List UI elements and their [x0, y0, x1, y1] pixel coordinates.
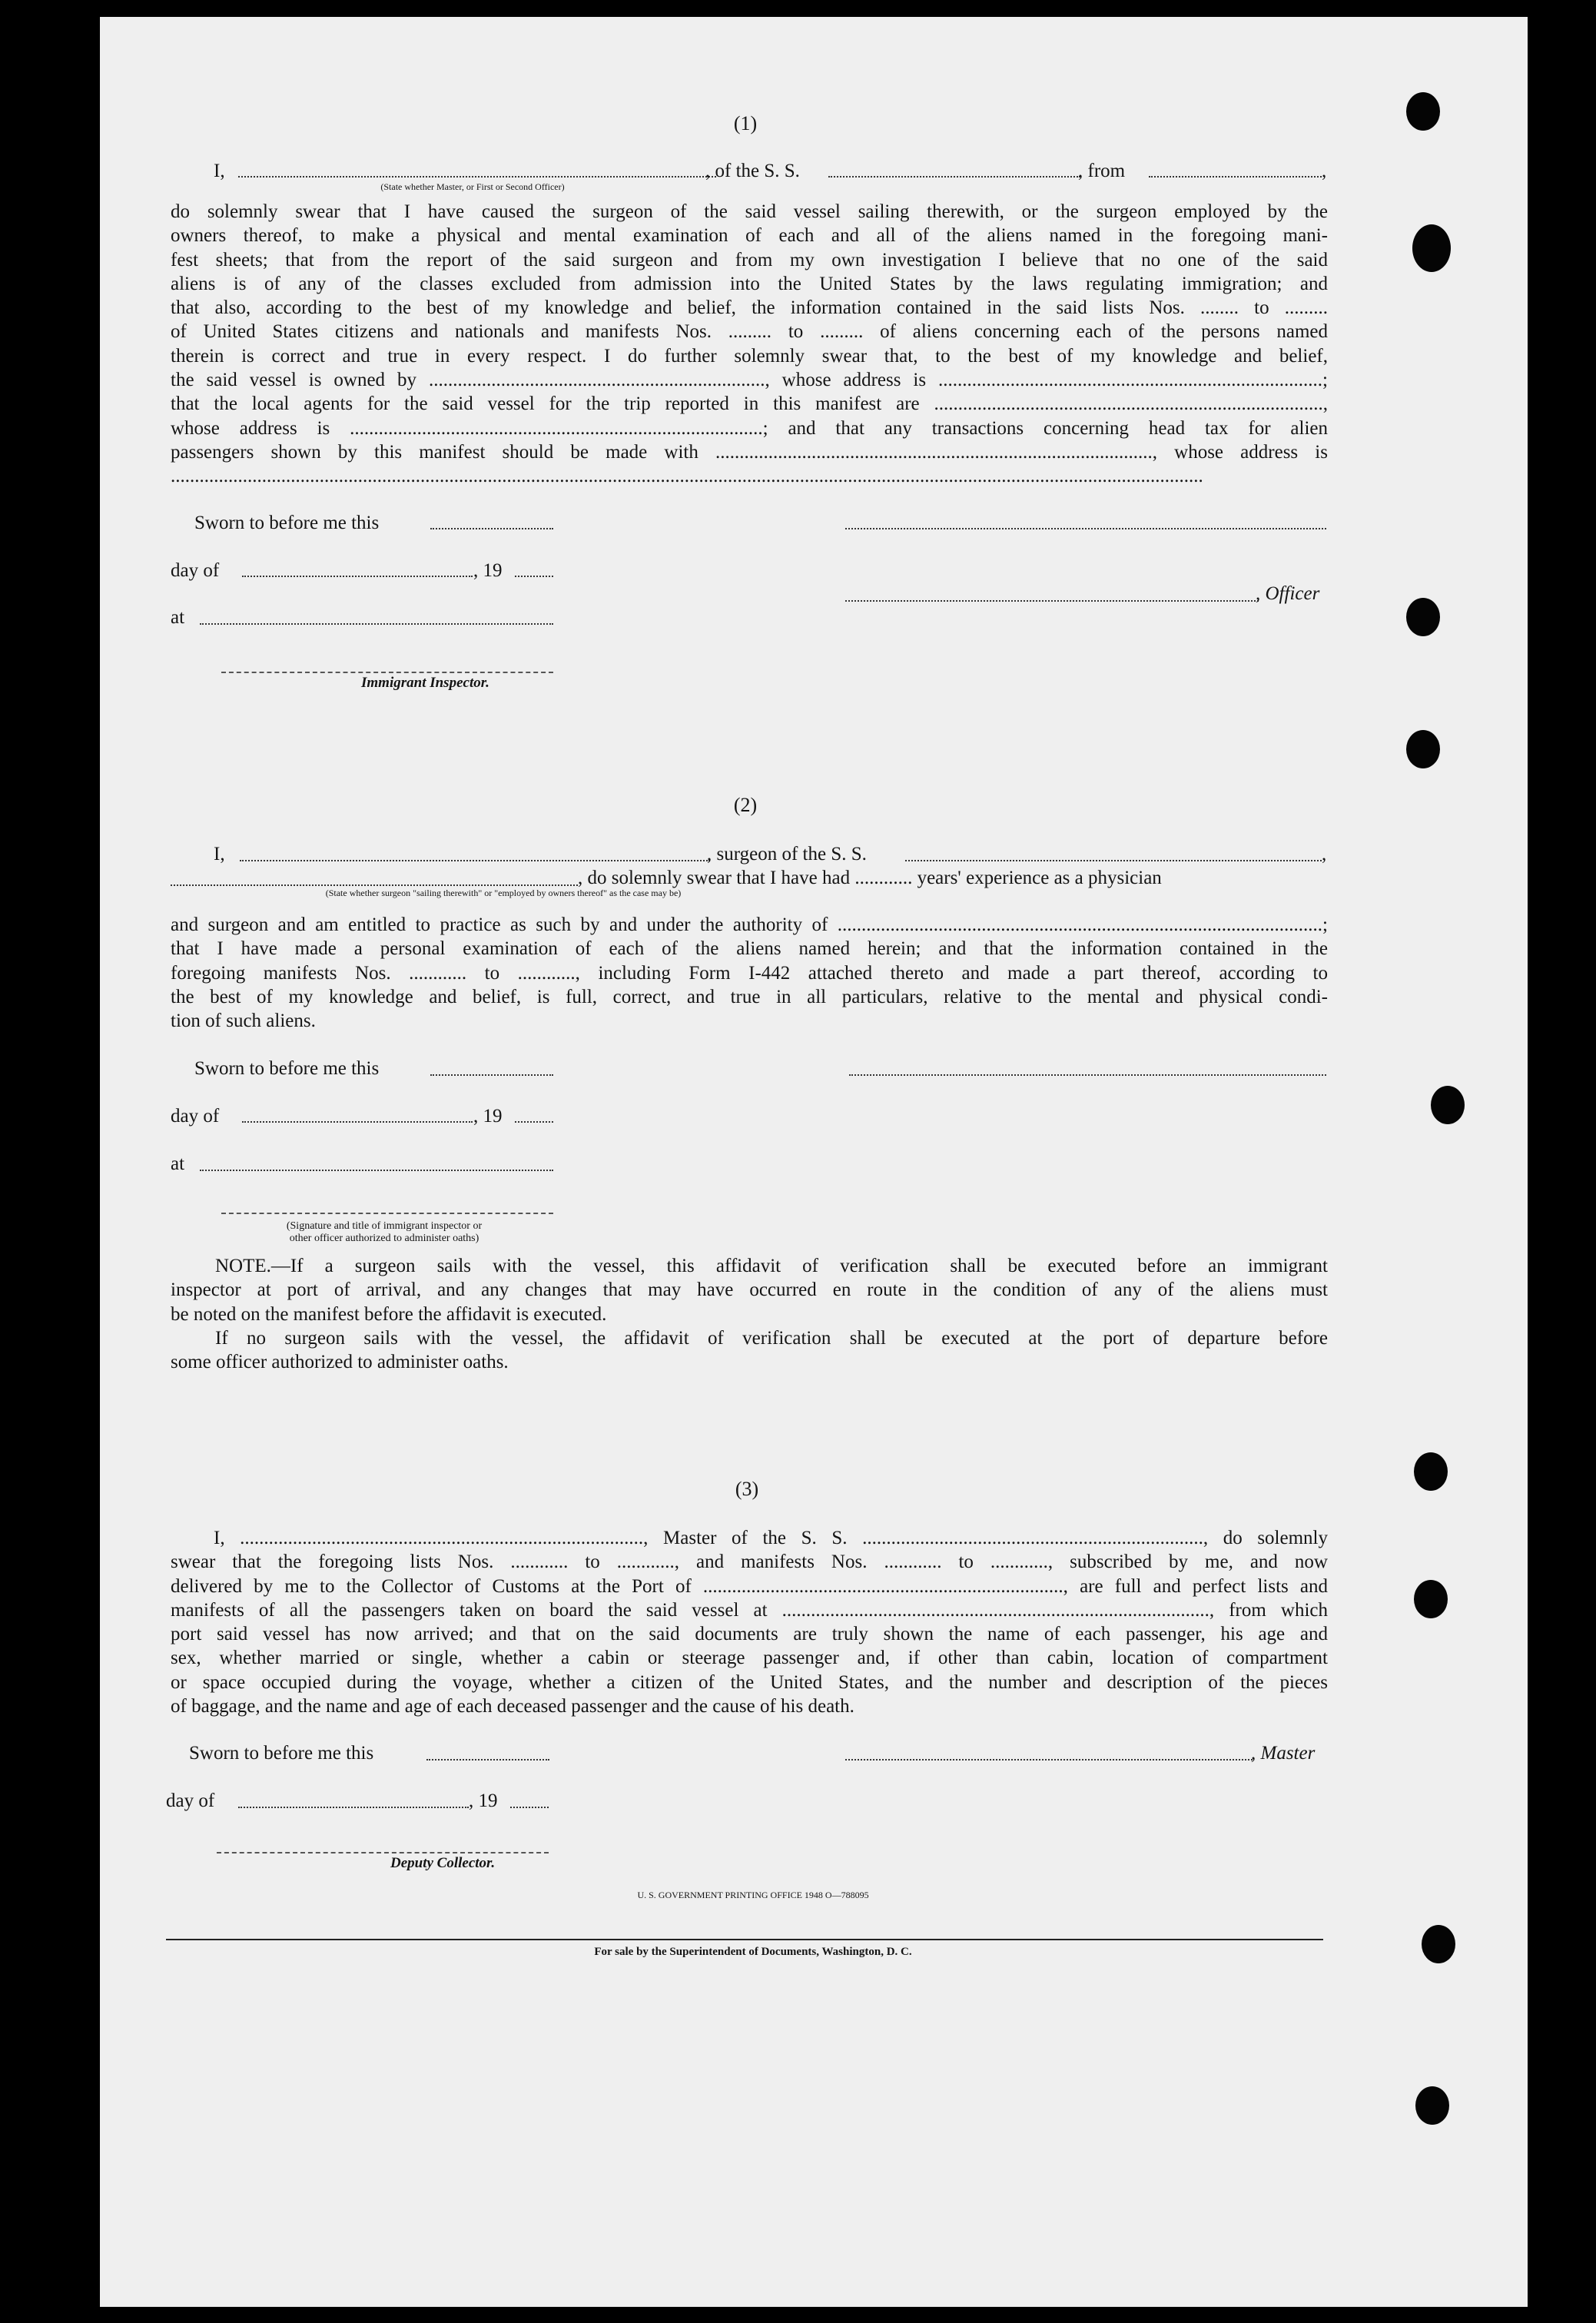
s3-master-label: , Master [1251, 1743, 1316, 1764]
s3-day-label: day of [166, 1790, 215, 1811]
s3-body-line: I, ...................................................................................., Master of the S. S. ......................................................................., do solemnly [214, 1528, 1328, 1548]
s2-day-label: day of [171, 1106, 220, 1127]
section-3-body [171, 1526, 1328, 1718]
punch-hole-2 [1412, 224, 1451, 272]
s3-body-line: manifests of all the passengers taken on board the said vessel at ........................................................................................., from which [171, 1599, 1328, 1621]
s2-sworn-label: Sworn to before me this [194, 1058, 380, 1079]
s2-sig-note-1: (Signature and title of immigrant inspector or [286, 1220, 483, 1232]
section-2-body [171, 913, 1328, 1033]
s2-note-line: inspector at port of arrival, and any changes that may have occurred en route in the condition of any of the aliens must [171, 1279, 1328, 1301]
s2-sig-note-2: other officer authorized to administer oaths) [289, 1233, 479, 1244]
s1-sworn-blank[interactable] [430, 527, 553, 529]
s3-collector-sig-line [217, 1852, 549, 1853]
s1-sworn-label: Sworn to before me this [194, 513, 380, 533]
s2-i-label: I, [214, 844, 225, 864]
s1-year-blank[interactable] [515, 575, 553, 577]
s1-body-line: the said vessel is owned by ......................................................................, whose address is ................................................................................; [171, 370, 1328, 391]
punch-hole-7 [1414, 1580, 1448, 1618]
s2-at-label: at [171, 1153, 185, 1174]
s1-inspector-label: Immigrant Inspector. [361, 675, 489, 691]
s1-body-line: therein is correct and true in every respect. I do further solemnly swear that, to the best of my knowledge and belief, [171, 345, 1328, 367]
s1-officer-label: , Officer [1256, 583, 1320, 604]
sale-notice: For sale by the Superintendent of Documents, Washington, D. C. [594, 1946, 912, 1958]
s1-body-line: passengers shown by this manifest should be made with ..........................................................................................., whose address is [171, 441, 1328, 463]
s1-body-line: ....................................................................................................................................................................................................................... [171, 466, 1203, 487]
s3-sworn-blank[interactable] [426, 1758, 549, 1761]
s1-at-blank[interactable] [200, 622, 553, 625]
s2-surgeon-note: (State whether surgeon "sailing therewith" or "employed by owners thereof" as the case may be) [325, 888, 682, 898]
s2-vessel-blank[interactable] [905, 859, 1322, 861]
punch-hole-3 [1406, 598, 1440, 636]
punch-hole-6 [1414, 1452, 1448, 1491]
s3-body-line: port said vessel has now arrived; and that on the said documents are truly shown the name of each passenger, his age and [171, 1624, 1328, 1645]
s3-body-line: or space occupied during the voyage, whether a citizen of the United States, and the number and description of the pieces [171, 1671, 1328, 1693]
s3-year-label: , 19 [469, 1790, 498, 1811]
s2-surgeon-blank[interactable] [240, 859, 710, 861]
footer-rule [166, 1939, 1323, 1940]
gpo-imprint: U. S. GOVERNMENT PRINTING OFFICE 1948 O—788095 [637, 1890, 869, 1900]
s1-body-line: of United States citizens and nationals and manifests Nos. ......... to ......... of aliens concerning each of the persons named [171, 321, 1328, 343]
s1-body-line: owners thereof, to make a physical and mental examination of each and all of the aliens named in the foregoing mani- [171, 225, 1328, 247]
s1-from-label: , from [1078, 161, 1126, 181]
s1-of-ss-label: , of the S. S. [705, 161, 800, 181]
s1-officer-note: (State whether Master, or First or Second Officer) [380, 181, 565, 192]
punch-hole-4 [1406, 730, 1440, 768]
s2-note-line: NOTE.—If a surgeon sails with the vessel, this affidavit of verification shall be executed before an immigrant [215, 1256, 1328, 1276]
s3-body-line: sex, whether married or single, whether a cabin or steerage passenger and, if other than cabin, location of compartment [171, 1648, 1328, 1669]
s2-note-line: be noted on the manifest before the affidavit is executed. [171, 1303, 607, 1325]
s2-surgeon-sig-blank[interactable] [849, 1074, 1326, 1076]
section-2-number: (2) [733, 794, 758, 816]
s2-year-blank[interactable] [515, 1120, 553, 1123]
s2-year-label: , 19 [473, 1106, 503, 1127]
s3-sworn-label: Sworn to before me this [189, 1743, 374, 1764]
section-1-number: (1) [733, 112, 758, 134]
s2-body-line: that I have made a personal examination of each of the aliens named herein; and that the information contained in the [171, 938, 1328, 960]
s2-body-line: tion of such aliens. [171, 1011, 316, 1032]
s1-officer-blank-2[interactable] [845, 599, 1259, 602]
s3-body-line: delivered by me to the Collector of Customs at the Port of ..........................................................................., are full and perfect lists and [171, 1575, 1328, 1597]
s3-year-blank[interactable] [510, 1806, 549, 1808]
s2-line2: , do solemnly swear that I have had ............ years' experience as a physician [578, 868, 1162, 888]
s2-inspector-sig-line [221, 1213, 553, 1214]
s1-body-line: fest sheets; that from the report of the said surgeon and from my own investigation I believe that no one of the said [171, 249, 1328, 270]
s2-surgeon-label: , surgeon of the S. S. [707, 844, 867, 864]
s2-note-line: some officer authorized to administer oaths. [171, 1352, 509, 1373]
s2-line-end: , [1322, 844, 1327, 864]
s1-i-label: I, [214, 161, 225, 181]
s1-from-blank[interactable] [1149, 175, 1322, 178]
s1-inspector-sig-line [221, 672, 553, 673]
s1-line-end: , [1322, 161, 1327, 181]
s1-body-line: whose address is ......................................................................................; and that any transactions concerning head tax for alien [171, 417, 1328, 439]
s1-officer-blank[interactable] [238, 175, 716, 178]
s1-body-line: that also, according to the best of my knowledge and belief, the information contained in the said lists Nos. ........ to ......... [171, 297, 1328, 319]
s1-day-blank[interactable] [242, 575, 473, 577]
punch-hole-9 [1415, 2086, 1449, 2125]
s1-at-label: at [171, 607, 185, 628]
s1-body-line: that the local agents for the said vessel for the trip reported in this manifest are ................................................................................., [171, 393, 1328, 415]
s1-body-line: do solemnly swear that I have caused the surgeon of the said vessel sailing therewith, or the surgeon employed by the [171, 201, 1328, 222]
s2-note-para-2 [171, 1326, 1328, 1375]
s3-collector-label: Deputy Collector. [390, 1855, 496, 1871]
s1-officer-sig-blank[interactable] [845, 527, 1326, 529]
s1-year-label: , 19 [473, 560, 503, 581]
punch-hole-1 [1406, 92, 1440, 131]
s2-note-para-1 [171, 1254, 1328, 1326]
s3-master-sig-blank[interactable] [845, 1758, 1253, 1761]
s2-note-line: If no surgeon sails with the vessel, the affidavit of verification shall be executed at the port of departure before [215, 1328, 1328, 1349]
s3-body-line: of baggage, and the name and age of each deceased passenger and the cause of his death. [171, 1696, 854, 1717]
section-1-body [171, 200, 1328, 489]
s3-day-blank[interactable] [238, 1806, 469, 1808]
s1-vessel-blank[interactable] [828, 175, 1080, 178]
s2-body-line: foregoing manifests Nos. ............ to ............, including Form I-442 attached thereto and made a part thereof, according to [171, 962, 1328, 984]
s3-body-line: swear that the foregoing lists Nos. ............ to ............, and manifests Nos. ............ to ............, subscribed by me, and now [171, 1551, 1328, 1573]
s1-body-line: aliens is of any of the classes excluded from admission into the United States by the laws regulating immigration; and [171, 273, 1328, 294]
s2-body-line: the best of my knowledge and belief, is full, correct, and true in all particulars, relative to the mental and physical condi- [171, 986, 1328, 1007]
punch-hole-5 [1431, 1086, 1465, 1124]
section-3-number: (3) [735, 1478, 759, 1500]
punch-hole-8 [1422, 1925, 1455, 1963]
s2-day-blank[interactable] [242, 1120, 473, 1123]
s1-day-label: day of [171, 560, 220, 581]
s2-body-line: and surgeon and am entitled to practice as such by and under the authority of .....................................................................................................; [171, 914, 1328, 935]
s2-status-blank[interactable] [171, 884, 578, 886]
s2-sworn-blank[interactable] [430, 1074, 553, 1076]
s2-at-blank[interactable] [200, 1169, 553, 1171]
